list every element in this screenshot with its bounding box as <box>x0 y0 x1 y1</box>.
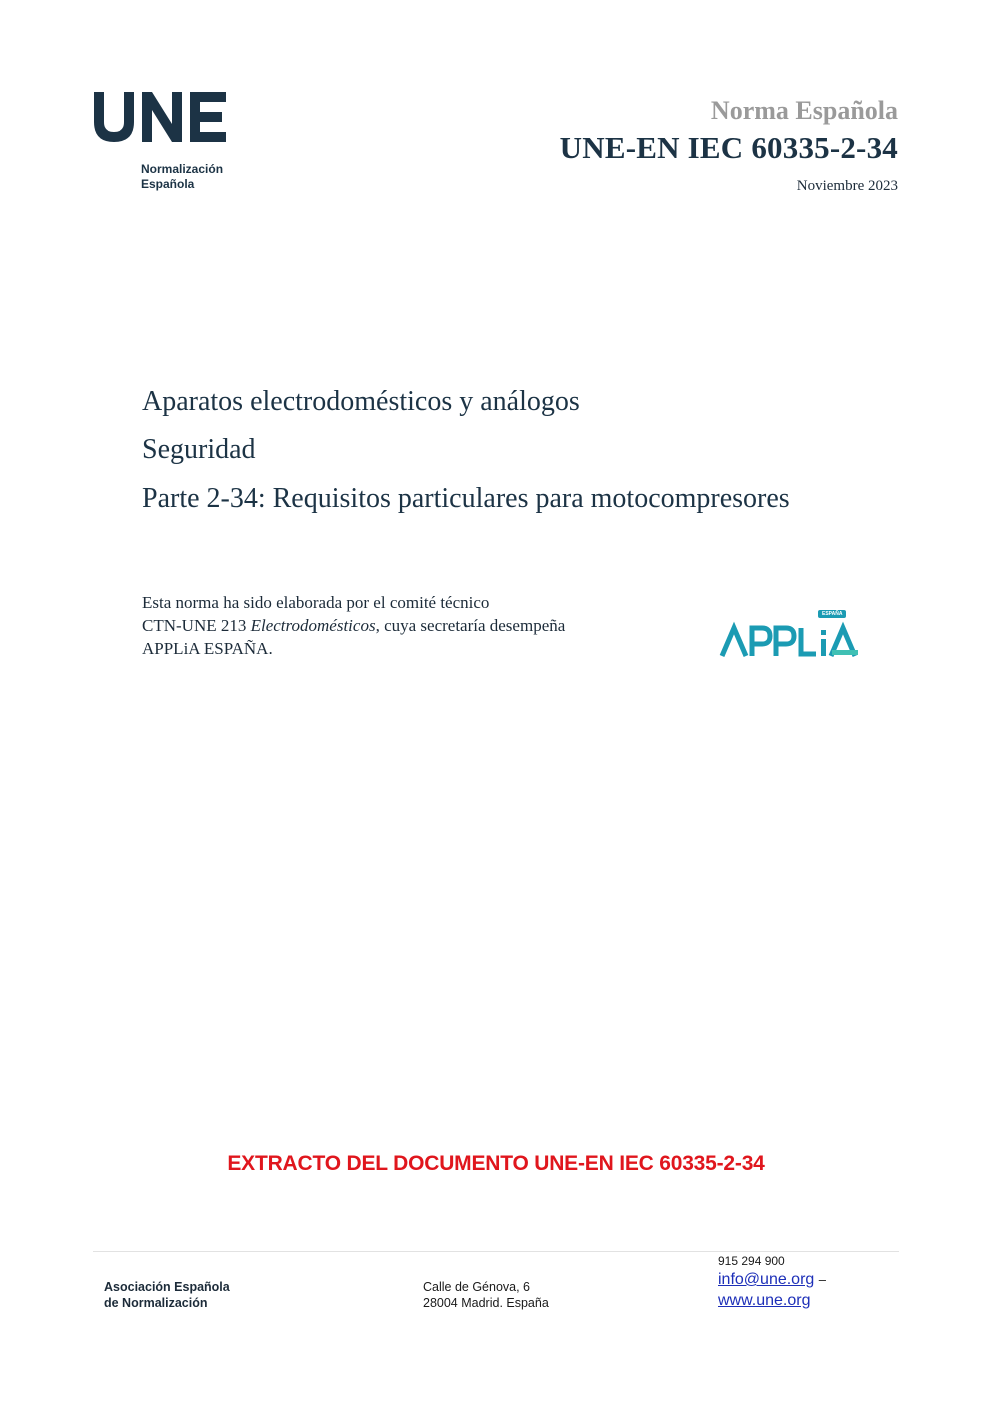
standard-type: Norma Española <box>710 96 898 125</box>
une-logo-subtitle <box>141 162 223 192</box>
footer-address-line-2: 28004 Madrid. España <box>423 1296 549 1310</box>
footer-web-link[interactable]: www.une.org <box>718 1292 811 1309</box>
logo-sub-line-2: Española <box>141 177 195 191</box>
committee-code: CTN-UNE 213 <box>142 616 251 635</box>
footer-email-row <box>718 1270 826 1290</box>
footer-phone: 915 294 900 <box>718 1254 785 1268</box>
footer-web-row <box>718 1291 811 1311</box>
standard-code: UNE-EN IEC 60335-2-34 <box>559 130 898 165</box>
footer-address-line-1: Calle de Génova, 6 <box>423 1280 531 1294</box>
title-line-1: Aparatos electrodomésticos y análogos <box>142 386 580 417</box>
committee-secretariat: , cuya secretaría desempeña <box>375 616 566 635</box>
title-line-3: Parte 2-34: Requisitos particulares para motocompresores <box>142 483 790 514</box>
committee-name: Electrodomésticos <box>250 616 376 635</box>
committee-line-3: APPLiA ESPAÑA. <box>142 639 273 658</box>
footer-separator: – <box>818 1272 826 1287</box>
committee-line-1: Esta norma ha sido elaborada por el comité técnico <box>142 593 490 612</box>
committee-line-2 <box>142 614 682 637</box>
footer-organization <box>104 1279 230 1311</box>
committee-paragraph <box>142 591 682 660</box>
publication-date: Noviembre 2023 <box>796 178 898 194</box>
applia-badge: ESPAÑA <box>818 610 846 618</box>
applia-logo <box>718 606 864 662</box>
footer-org-line-1: Asociación Española <box>104 1280 230 1294</box>
title-line-2: Seguridad <box>142 434 256 465</box>
logo-sub-line-1: Normalización <box>141 162 224 176</box>
footer-email-link[interactable]: info@une.org <box>718 1271 815 1288</box>
footer-address <box>423 1279 549 1311</box>
footer-org-line-2: de Normalización <box>104 1296 208 1310</box>
extract-notice: EXTRACTO DEL DOCUMENTO UNE-EN IEC 60335-2-34 <box>227 1152 765 1175</box>
footer-divider <box>93 1251 899 1252</box>
une-logo-mark <box>92 88 242 148</box>
